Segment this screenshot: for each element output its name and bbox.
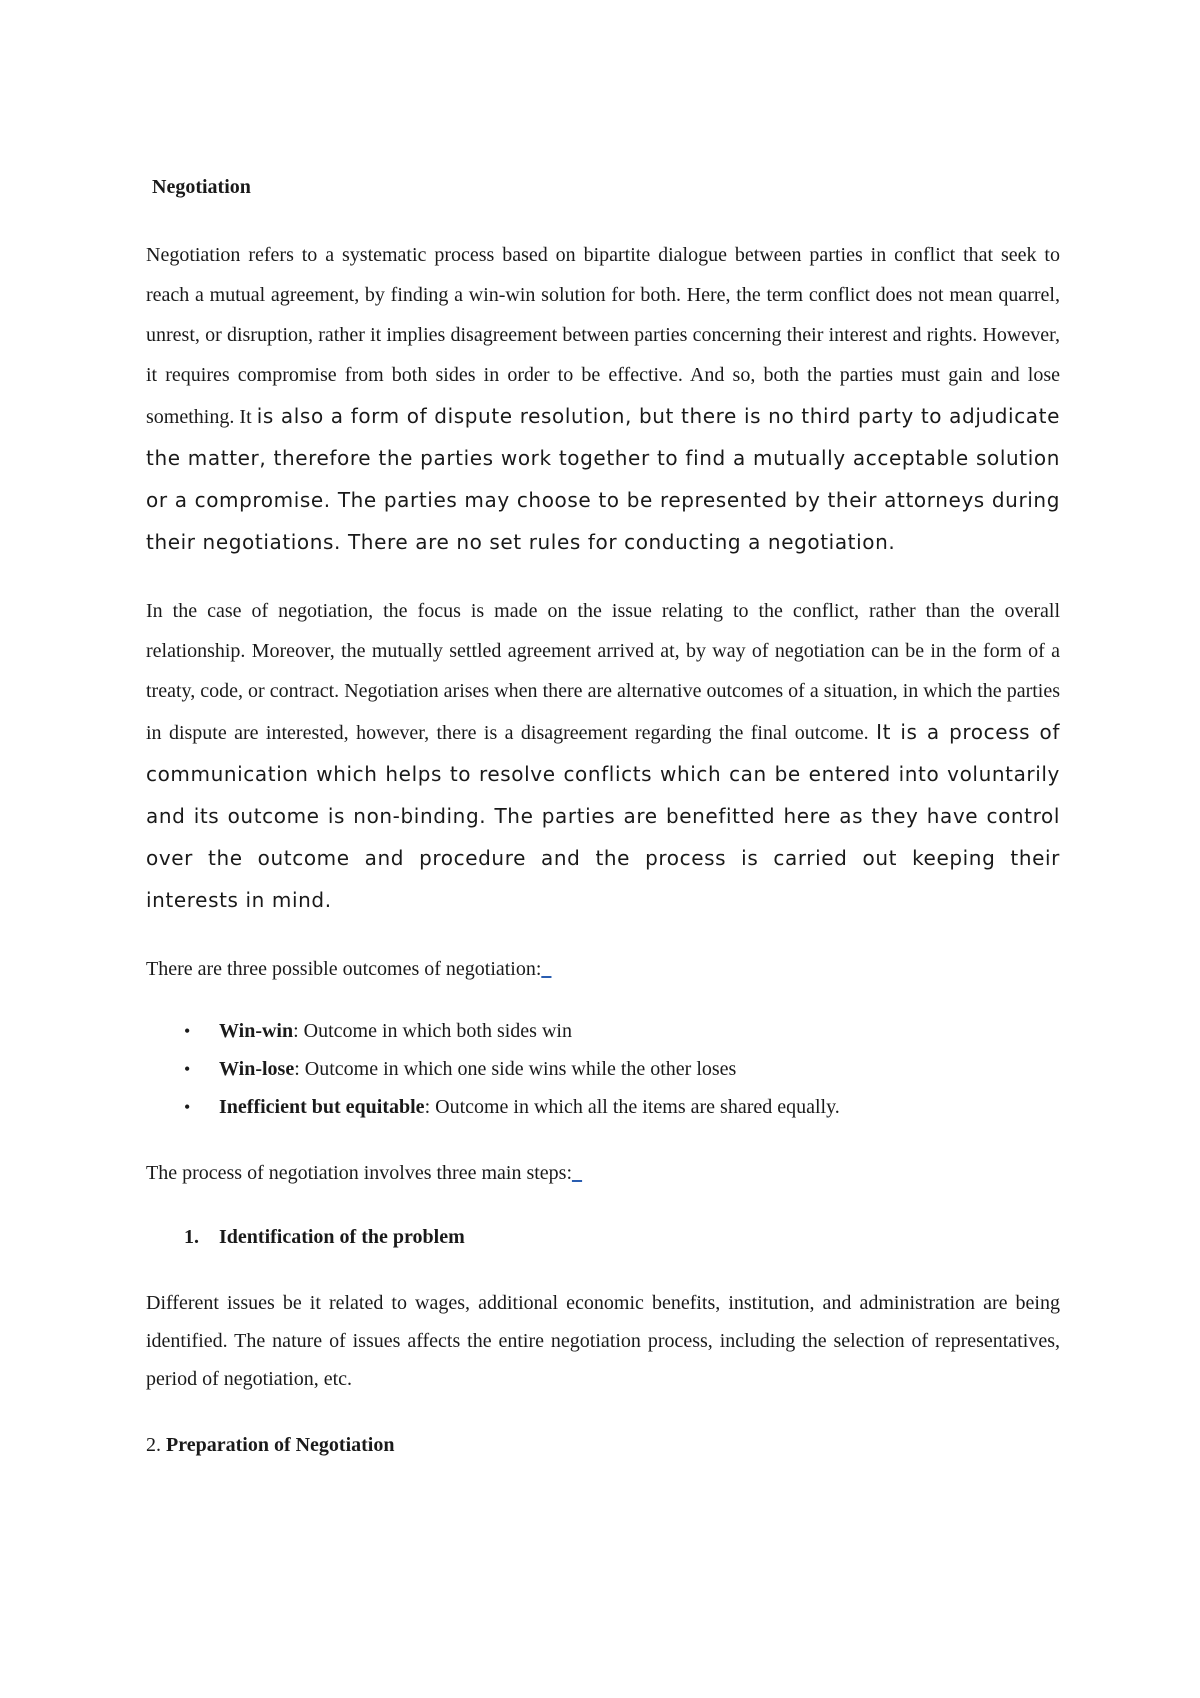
step-2-number: 2. xyxy=(146,1434,166,1456)
bullet-icon: • xyxy=(184,1059,191,1079)
step-1-heading xyxy=(146,1218,1060,1256)
outcome-term: Win-lose xyxy=(219,1058,295,1080)
document-title: Negotiation xyxy=(152,176,251,198)
paragraph-focus-serif: In the case of negotiation, the focus is made on the issue relating to the conflict, rather than the overall relationship. Moreover, the mutually settled agreement arrived at, by way of negotiation can be in the form of a treaty, code, or contract. Negotiation arises when there are alternative outcomes of a situation, in which the parties in dispute are interested, however, there is a disagreement regarding the final outcome. xyxy=(146,600,1060,744)
paragraph-definition-sans: is also a form of dispute resolution, but there is no third party to adjudicate the matter, therefore the parties work together to find a mutually acceptable solution or a compromise. The parties may choose to be represented by their attorneys during their negotiations. There are no set rules for conducting a negotiation. xyxy=(146,404,1061,554)
step-2-title: Preparation of Negotiation xyxy=(166,1434,395,1456)
list-item xyxy=(146,1050,1060,1088)
paragraph-definition xyxy=(146,236,1060,564)
outcomes-intro-text: There are three possible outcomes of negotiation: xyxy=(146,958,542,980)
step-2-heading xyxy=(146,1426,1060,1464)
paragraph-focus-sans: It is a process of communication which helps to resolve conflicts which can be entered into voluntarily and its outcome is non-binding. The parties are benefitted here as they have control over the outcome and procedure and the process is carried out keeping their interests in mind. xyxy=(146,720,1060,912)
step-1-paragraph: Different issues be it related to wages, additional economic benefits, institution, and administration are being identified. The nature of issues affects the entire negotiation process, including the selection of representatives, period of negotiation, etc. xyxy=(146,1292,1060,1390)
bullet-icon: • xyxy=(184,1097,191,1117)
steps-intro-text: The process of negotiation involves three main steps: xyxy=(146,1162,573,1184)
outcomes-intro-link[interactable]: _ xyxy=(541,958,552,980)
outcome-term: Win-win xyxy=(219,1020,294,1042)
outcome-term: Inefficient but equitable xyxy=(219,1096,425,1118)
paragraph-focus xyxy=(146,592,1060,922)
list-item xyxy=(146,1088,1060,1126)
steps-intro-link[interactable]: _ xyxy=(572,1162,583,1184)
bullet-icon: • xyxy=(184,1021,191,1041)
steps-intro xyxy=(146,1154,1060,1192)
outcomes-list xyxy=(146,1012,1060,1126)
paragraph-definition-serif: Negotiation refers to a systematic process based on bipartite dialogue between parties in conflict that seek to reach a mutual agreement, by finding a win-win solution for both. Here, the term conflict does not mean quarrel, unrest, or disruption, rather it implies disagreement between parties concerning their interest and rights. However, it requires compromise from both sides in order to be effective. And so, both the parties must gain and lose something. It xyxy=(146,244,1060,428)
step-1-title: Identification of the problem xyxy=(219,1226,465,1248)
outcome-desc: : Outcome in which both sides win xyxy=(293,1020,572,1042)
list-item xyxy=(146,1012,1060,1050)
outcome-desc: : Outcome in which one side wins while the other loses xyxy=(294,1058,737,1080)
outcomes-intro xyxy=(146,950,1060,988)
outcome-desc: : Outcome in which all the items are shared equally. xyxy=(424,1096,840,1118)
document-body xyxy=(146,168,1060,1464)
step-1-number: 1. xyxy=(184,1226,199,1248)
